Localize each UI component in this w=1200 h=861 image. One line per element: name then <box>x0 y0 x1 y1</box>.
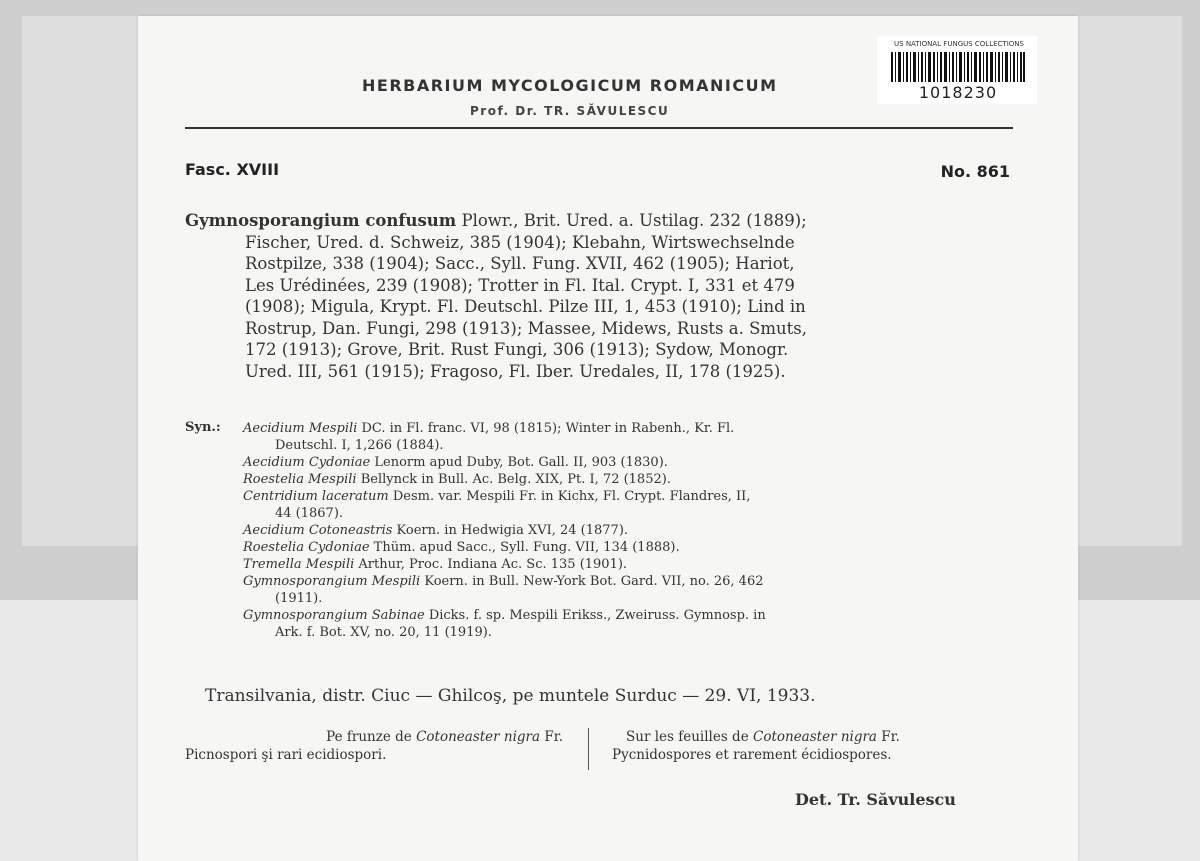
synonym-entry: Roestelia Cydoniae Thüm. apud Sacc., Syll. Fung. VII, 134 (1888). <box>243 540 680 555</box>
species-references <box>185 210 1013 382</box>
spore-line-fr: Pycnidospores et rarement écidiospores. <box>612 747 892 763</box>
reference-line: 172 (1913); Grove, Brit. Rust Fungi, 306 (1913); Sydow, Monogr. <box>245 340 789 359</box>
reference-line: Fischer, Ured. d. Schweiz, 385 (1904); Klebahn, Wirtswechselnde <box>245 232 795 252</box>
host-note-romanian <box>185 728 563 764</box>
synonym-entry: Centridium laceratum Desm. var. Mespili Fr. in Kichx, Fl. Crypt. Flandres, II, <box>243 489 751 504</box>
barcode-caption: US NATIONAL FUNGUS COLLECTIONS <box>894 40 1024 48</box>
herbarium-subtitle: Prof. Dr. TR. SĂVULESCU <box>470 104 670 118</box>
reference-line: (1908); Migula, Krypt. Fl. Deutschl. Pilze III, 1, 453 (1910); Lind in <box>245 297 806 316</box>
barcode-number: 1018230 <box>918 83 998 102</box>
synonym-entry: Aecidium Cotoneastris Koern. in Hedwigia XVI, 24 (1877). <box>243 523 629 538</box>
column-divider <box>588 728 589 770</box>
header-rule <box>185 127 1013 129</box>
species-name: Gymnosporangium confusum <box>185 211 457 230</box>
spore-line-ro: Picnospori şi rari ecidiospori. <box>185 747 387 763</box>
synonym-continuation: Ark. f. Bot. XV, no. 20, 11 (1919). <box>275 625 492 640</box>
host-note-french <box>612 728 1000 764</box>
reference-line: Rostrup, Dan. Fungi, 298 (1913); Massee, Midews, Rusts a. Smuts, <box>245 318 808 338</box>
synonyms-list <box>243 420 1013 641</box>
synonym-continuation: Deutschl. I, 1,266 (1884). <box>275 438 444 453</box>
reference-line: Ured. III, 561 (1915); Fragoso, Fl. Iber. Uredales, II, 178 (1925). <box>245 361 786 381</box>
synonym-entry: Roestelia Mespili Bellynck in Bull. Ac. Belg. XIX, Pt. I, 72 (1852). <box>243 472 671 487</box>
synonym-continuation: (1911). <box>275 591 323 606</box>
synonym-entry: Gymnosporangium Sabinae Dicks. f. sp. Mespili Erikss., Zweiruss. Gymnosp. in <box>243 608 766 623</box>
synonym-entry: Gymnosporangium Mespili Koern. in Bull. New-York Bot. Gard. VII, no. 26, 462 <box>243 574 764 589</box>
synonym-entry: Aecidium Mespili DC. in Fl. franc. VI, 98 (1815); Winter in Rabenh., Kr. Fl. <box>243 421 735 436</box>
species-first-line: Gymnosporangium confusum Plowr., Brit. Ured. a. Ustilag. 232 (1889); <box>185 211 807 230</box>
synonym-entry: Tremella Mespili Arthur, Proc. Indiana Ac. Sc. 135 (1901). <box>243 557 628 572</box>
collection-locality: Transilvania, distr. Ciuc — Ghilcoş, pe muntele Surduc — 29. VI, 1933. <box>205 686 816 706</box>
barcode-label <box>877 36 1037 104</box>
host-line-ro: Pe frunze de Cotoneaster nigra Fr. <box>326 729 563 745</box>
host-line-fr: Sur les feuilles de Cotoneaster nigra Fr. <box>626 729 900 745</box>
reference-line: Rostpilze, 338 (1904); Sacc., Syll. Fung. XVII, 462 (1905); Hariot, <box>245 254 795 273</box>
herbarium-title: HERBARIUM MYCOLOGICUM ROMANICUM <box>362 76 778 95</box>
synonym-continuation: 44 (1867). <box>275 506 344 521</box>
determiner: Det. Tr. Săvulescu <box>795 790 956 809</box>
synonyms-label: Syn.: <box>185 420 221 435</box>
barcode-icon <box>891 52 1025 82</box>
specimen-number: No. 861 <box>940 162 1010 181</box>
reference-line: Les Urédinées, 239 (1908); Trotter in Fl. Ital. Crypt. I, 331 et 479 <box>245 275 795 295</box>
synonym-entry: Aecidium Cydoniae Lenorm apud Duby, Bot. Gall. II, 903 (1830). <box>243 455 668 470</box>
fascicle-number: Fasc. XVIII <box>185 160 280 179</box>
